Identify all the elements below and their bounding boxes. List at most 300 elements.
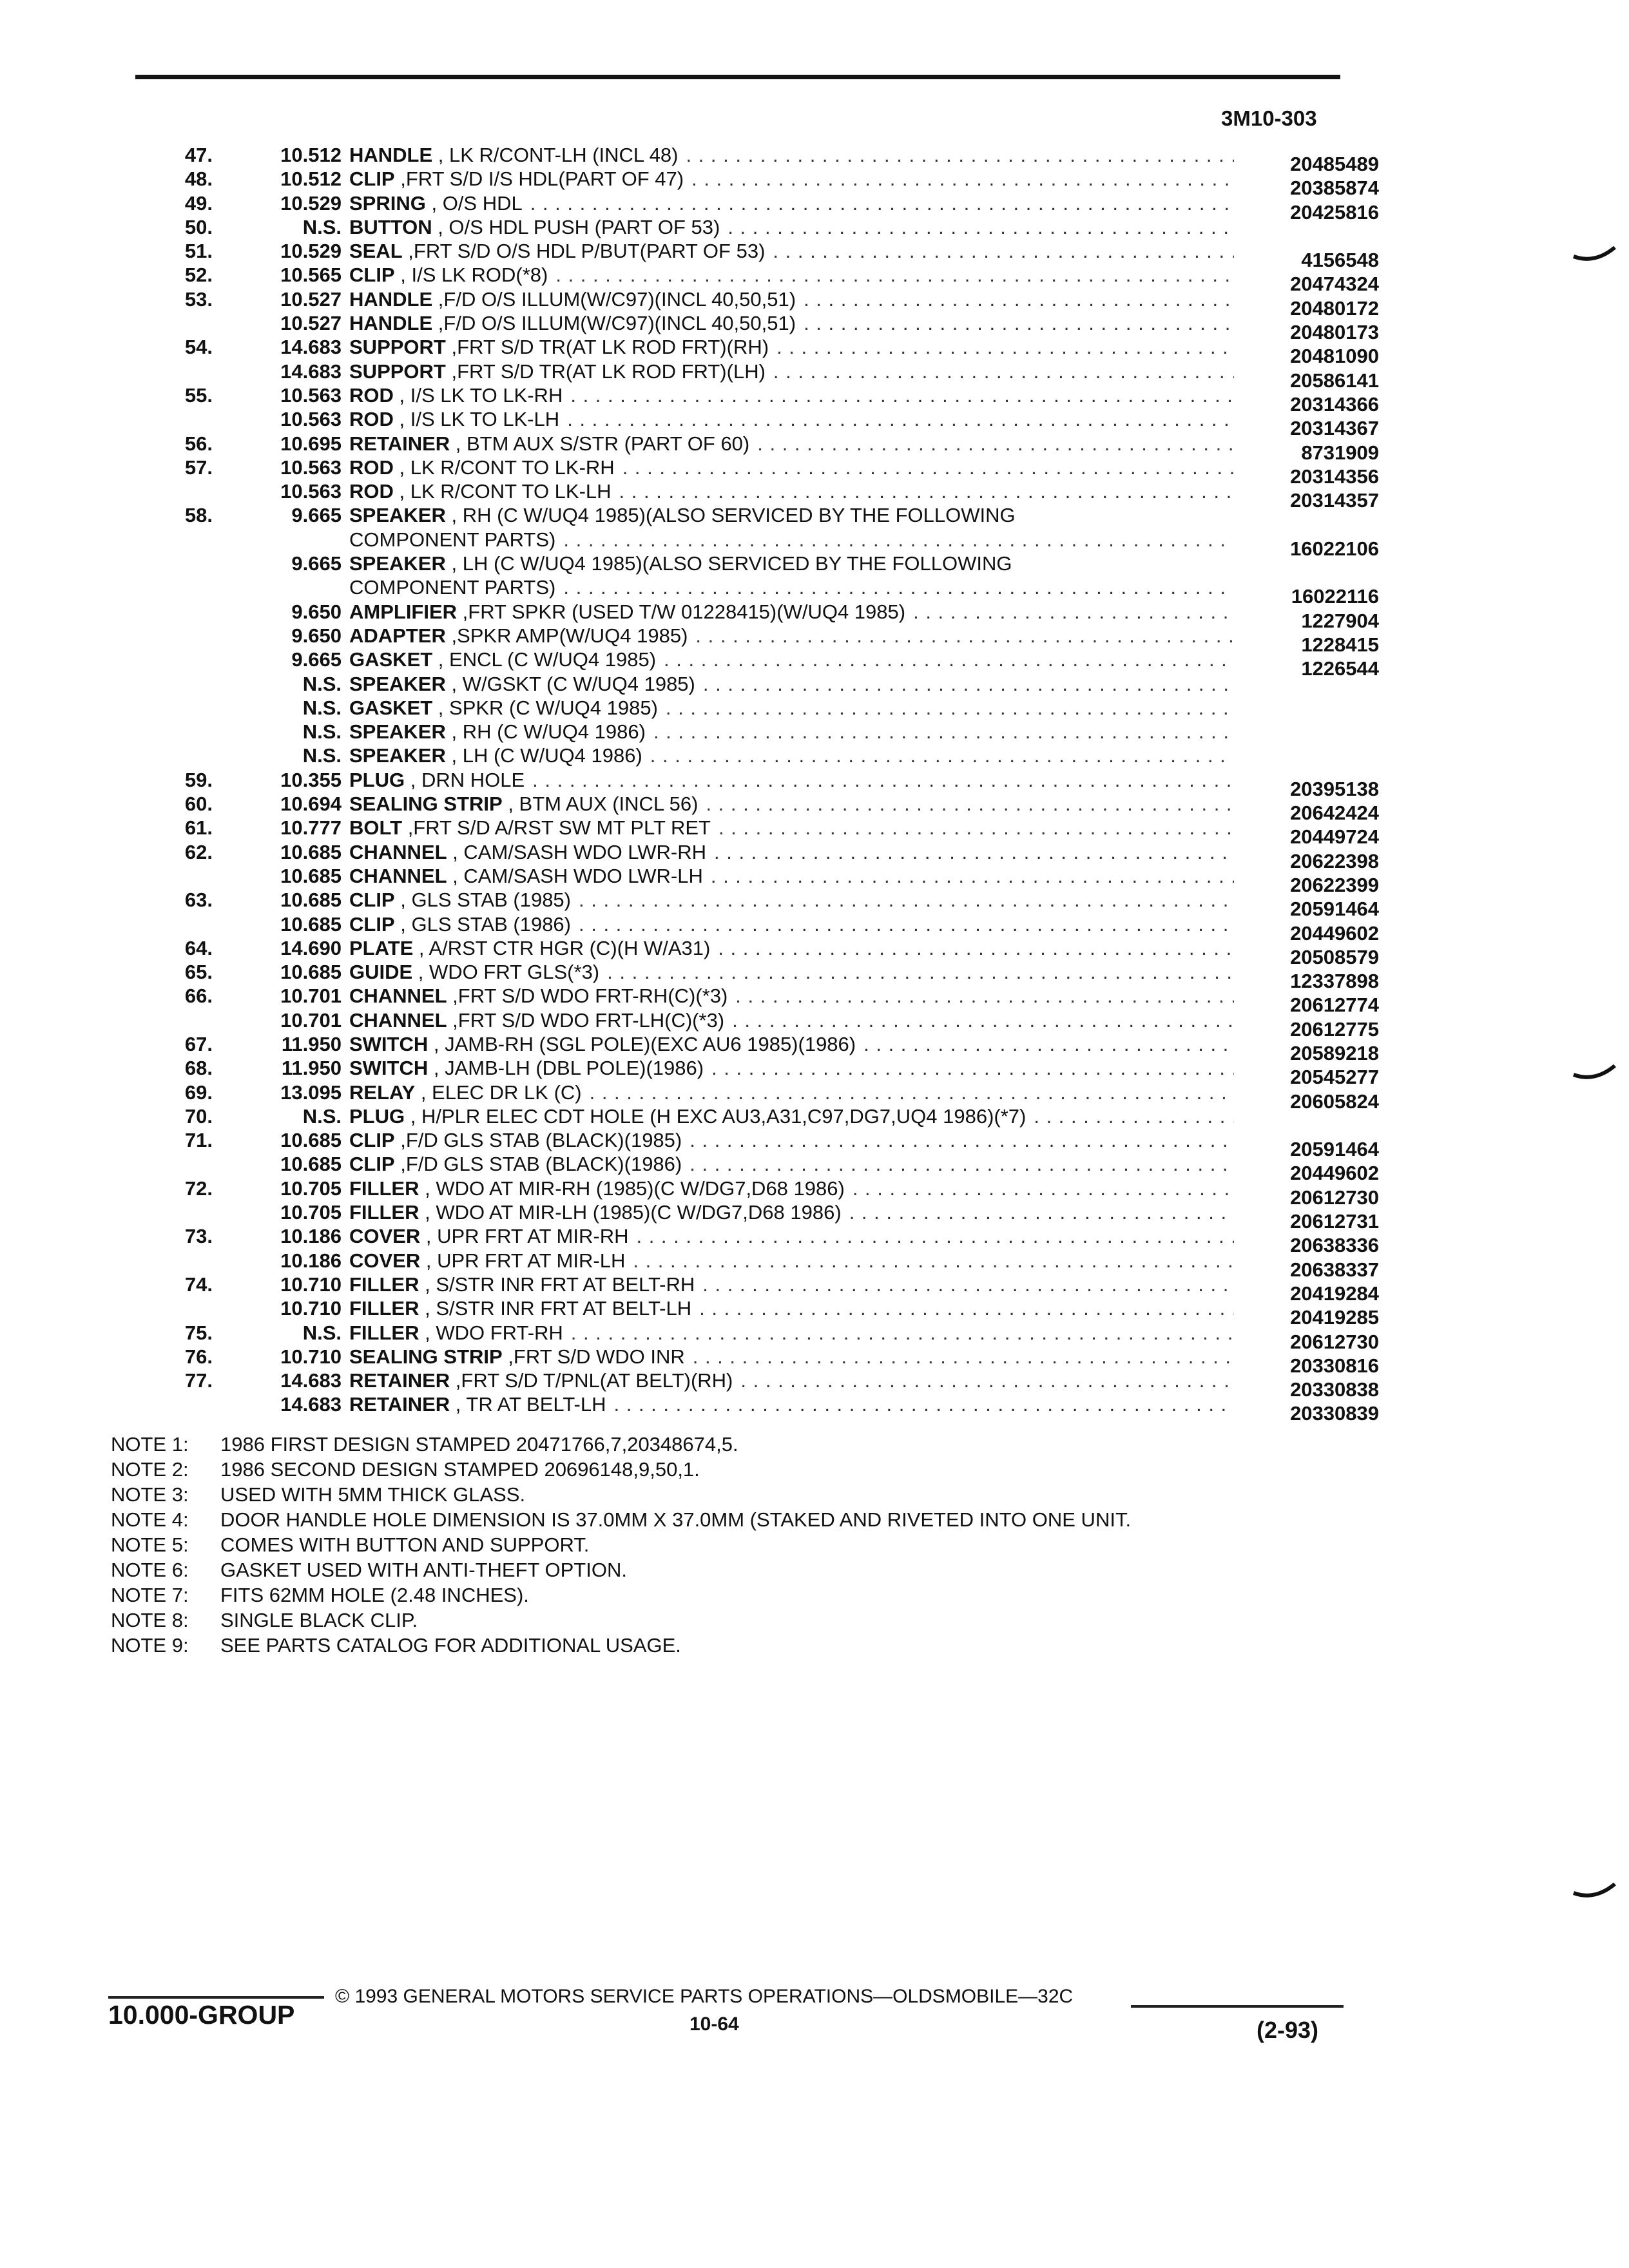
ref-number: 71. (184, 1129, 213, 1152)
part-number: 12337898 (1290, 970, 1379, 993)
part-row (103, 1392, 1379, 1425)
ref-number: 75. (184, 1321, 213, 1344)
note-text: USED WITH 5MM THICK GLASS. (220, 1483, 526, 1506)
description (349, 768, 1234, 792)
part-name: HANDLE (349, 287, 433, 311)
part-row (103, 1032, 1379, 1064)
description (349, 1200, 1234, 1224)
part-name: SPEAKER (349, 720, 446, 744)
group-number: 14.683 (280, 360, 342, 383)
part-detail: , ENCL (C W/UQ4 1985) (432, 648, 657, 671)
part-row (103, 167, 1379, 200)
part-name: ROD (349, 408, 394, 431)
dot-leader (628, 1224, 1234, 1248)
dot-leader (1026, 1104, 1234, 1128)
part-name: PLUG (349, 768, 405, 791)
description (349, 912, 1234, 936)
dot-leader (695, 672, 1234, 696)
part-detail: ,FRT S/D WDO INR (502, 1345, 685, 1368)
part-number: 20508579 (1290, 945, 1379, 968)
part-detail: , CAM/SASH WDO LWR-RH (447, 840, 706, 863)
description (349, 311, 1234, 335)
part-detail: , LH (C W/UQ4 1986) (445, 744, 642, 767)
dot-leader (599, 960, 1234, 984)
part-number: 16022116 (1291, 585, 1379, 608)
note-line (111, 1608, 1400, 1633)
note-line (111, 1532, 1400, 1557)
dot-leader (842, 1200, 1234, 1224)
group-number: 14.683 (280, 1393, 342, 1416)
part-detail: , LK R/CONT TO LK-RH (393, 456, 615, 479)
part-row (103, 552, 1379, 575)
group-number: 10.710 (280, 1345, 342, 1368)
part-name: SPEAKER (349, 744, 446, 767)
description (349, 936, 1234, 960)
group-number: 10.512 (280, 168, 342, 191)
dot-leader (684, 167, 1234, 191)
part-detail: ,F/D GLS STAB (BLACK)(1986) (394, 1153, 682, 1176)
description (349, 792, 1234, 816)
group-number: 10.685 (280, 912, 342, 936)
note-label: NOTE 2: (111, 1458, 189, 1481)
part-detail: , ELEC DR LK (C) (415, 1081, 582, 1104)
part-number: 20612774 (1290, 994, 1379, 1017)
note-label: NOTE 3: (111, 1483, 189, 1506)
part-row (103, 672, 1379, 696)
ref-number: 74. (184, 1273, 213, 1296)
group-number: N.S. (302, 672, 342, 695)
description (349, 1056, 1234, 1080)
ref-number: 50. (184, 215, 213, 238)
part-detail: ,FRT S/D WDO FRT-LH(C)(*3) (447, 1008, 725, 1032)
note-label: NOTE 7: (111, 1584, 189, 1606)
part-name: COVER (349, 1249, 421, 1272)
part-detail: ,FRT S/D O/S HDL P/BUT(PART OF 53) (402, 240, 766, 263)
group-number: 10.685 (280, 1153, 342, 1176)
part-detail: , WDO FRT-RH (419, 1321, 563, 1344)
part-detail: , BTM AUX (INCL 56) (502, 793, 699, 816)
part-number: 8731909 (1301, 441, 1379, 464)
part-number: 1226544 (1301, 657, 1379, 680)
part-row (103, 624, 1379, 656)
part-name: FILLER (349, 1201, 419, 1224)
part-name: ROD (349, 456, 394, 479)
dot-leader (766, 360, 1234, 383)
ref-number: 48. (184, 168, 213, 191)
part-row (103, 984, 1379, 1017)
dot-leader (582, 1081, 1234, 1104)
dot-leader (749, 432, 1234, 456)
group-number: 10.694 (280, 793, 342, 816)
group-number: 10.186 (280, 1249, 342, 1272)
part-number: 16022106 (1290, 537, 1379, 560)
group-number: 11.950 (281, 1057, 342, 1080)
group-number: 10.710 (280, 1297, 342, 1320)
part-detail: ,FRT SPKR (USED T/W 01228415)(W/UQ4 1985) (457, 600, 906, 623)
part-name: RETAINER (349, 1393, 450, 1416)
dot-leader (563, 383, 1234, 407)
description (349, 1345, 1234, 1369)
note-text: 1986 FIRST DESIGN STAMPED 20471766,7,20348674,5. (220, 1433, 738, 1456)
group-number: 10.563 (280, 480, 342, 503)
part-name: CLIP (349, 889, 395, 912)
dot-leader (706, 840, 1234, 864)
part-detail: , O/S HDL (425, 191, 523, 215)
group-number: 10.685 (280, 889, 342, 912)
part-detail: , S/STR INR FRT AT BELT-LH (419, 1297, 692, 1320)
ref-number: 63. (184, 889, 213, 912)
part-detail: ,FRT S/D I/S HDL(PART OF 47) (394, 168, 684, 191)
note-line (111, 1582, 1400, 1608)
description (349, 696, 1234, 720)
part-row (103, 432, 1379, 464)
part-number: 20314357 (1290, 489, 1379, 512)
description (349, 552, 1234, 575)
part-name: CHANNEL (349, 1008, 447, 1032)
part-detail: ,FRT S/D TR(AT LK ROD FRT)(LH) (445, 360, 766, 383)
description (349, 191, 1234, 215)
note-label: NOTE 6: (111, 1559, 189, 1581)
part-number: 20638336 (1290, 1234, 1379, 1257)
part-name: SUPPORT (349, 360, 446, 383)
part-name: SWITCH (349, 1032, 429, 1055)
part-name: SEAL (349, 240, 403, 263)
group-number: 10.563 (280, 408, 342, 431)
part-detail: COMPONENT PARTS) (349, 576, 556, 599)
part-name: SEALING STRIP (349, 1345, 503, 1368)
binding-mark-icon (1572, 245, 1617, 264)
dot-leader (606, 1392, 1235, 1416)
group-number: N.S. (302, 1321, 342, 1344)
description (349, 456, 1234, 479)
part-row (103, 912, 1379, 945)
ref-number: 67. (184, 1032, 213, 1055)
group-number: 9.665 (291, 552, 342, 575)
group-number: 9.650 (291, 600, 342, 623)
ref-number: 53. (184, 287, 213, 311)
description (349, 1224, 1234, 1248)
dot-leader (856, 1032, 1234, 1056)
footer-rule-right (1131, 2005, 1344, 2008)
description (349, 816, 1234, 840)
description (349, 1296, 1234, 1320)
part-number: 20314356 (1290, 465, 1379, 488)
part-name: CLIP (349, 912, 395, 936)
group-number: 10.710 (280, 1273, 342, 1296)
part-detail: , S/STR INR FRT AT BELT-RH (419, 1273, 695, 1296)
note-line (111, 1633, 1400, 1658)
footer-copyright: © 1993 GENERAL MOTORS SERVICE PARTS OPERATIONS—OLDSMOBILE—32C (335, 1986, 1074, 2007)
group-number: N.S. (302, 696, 342, 719)
part-row (103, 360, 1379, 392)
parts-list (103, 143, 1379, 1425)
description (349, 1081, 1234, 1104)
part-detail: , SPKR (C W/UQ4 1985) (432, 696, 658, 719)
part-name: BOLT (349, 816, 403, 840)
description (349, 1032, 1234, 1056)
part-row (103, 1321, 1379, 1353)
part-detail: , H/PLR ELEC CDT HOLE (H EXC AU3,A31,C97,DG7,UQ4 1986)(*7) (405, 1104, 1027, 1128)
part-number: 20612730 (1290, 1186, 1379, 1209)
part-row (103, 503, 1379, 527)
part-row (103, 1081, 1379, 1113)
dot-leader (625, 1249, 1234, 1273)
group-number: 10.563 (280, 456, 342, 479)
part-name: CHANNEL (349, 864, 447, 887)
dot-leader (642, 744, 1234, 767)
part-name: CLIP (349, 1129, 395, 1152)
ref-number: 47. (184, 144, 213, 166)
part-number: 1228415 (1301, 633, 1379, 656)
part-number: 20480172 (1290, 296, 1379, 320)
note-line (111, 1557, 1400, 1582)
ref-number: 62. (184, 840, 213, 863)
part-number: 20385874 (1290, 177, 1379, 200)
part-number: 20395138 (1290, 777, 1379, 800)
dot-leader (796, 311, 1234, 335)
notes-section (111, 1432, 1400, 1658)
part-detail: , UPR FRT AT MIR-RH (420, 1225, 629, 1248)
part-number: 20425816 (1290, 200, 1379, 224)
ref-number: 55. (184, 383, 213, 407)
part-detail: , LK R/CONT TO LK-LH (393, 480, 612, 503)
part-name: SEALING STRIP (349, 793, 503, 816)
group-number: 10.777 (280, 816, 342, 840)
description (349, 1008, 1234, 1032)
dot-leader (685, 1345, 1234, 1369)
description (349, 600, 1234, 624)
part-name: FILLER (349, 1177, 419, 1200)
description (349, 432, 1234, 456)
part-row (103, 215, 1379, 239)
part-name: GASKET (349, 648, 433, 671)
dot-leader (695, 1273, 1234, 1296)
part-detail: , CAM/SASH WDO LWR-LH (447, 864, 703, 887)
part-row (103, 407, 1379, 440)
part-name: ROD (349, 383, 394, 407)
part-name: COVER (349, 1225, 421, 1248)
group-number: 9.650 (291, 624, 342, 647)
part-row (103, 456, 1379, 488)
dot-leader (733, 1369, 1234, 1392)
dot-leader (646, 720, 1234, 744)
part-detail: , LH (C W/UQ4 1985)(ALSO SERVICED BY THE FOLLOWING (445, 552, 1012, 575)
description (349, 143, 1234, 167)
description (349, 1177, 1234, 1200)
part-row (103, 1104, 1379, 1128)
note-text: COMES WITH BUTTON AND SUPPORT. (220, 1533, 590, 1556)
dot-leader (704, 1056, 1234, 1080)
part-name: BUTTON (349, 215, 432, 238)
description (349, 744, 1234, 767)
note-label: NOTE 4: (111, 1508, 189, 1531)
group-number: N.S. (302, 720, 342, 744)
group-number: 10.685 (280, 1129, 342, 1152)
part-name: SWITCH (349, 1057, 429, 1080)
part-row (103, 696, 1379, 720)
note-line (111, 1482, 1400, 1507)
part-detail: , BTM AUX S/STR (PART OF 60) (450, 432, 750, 455)
part-number: 20419284 (1290, 1282, 1379, 1305)
description (349, 1152, 1234, 1176)
part-number: 20314367 (1290, 417, 1379, 440)
part-detail: , A/RST CTR HGR (C)(H W/A31) (413, 936, 711, 959)
part-row (103, 335, 1379, 368)
group-number: N.S. (302, 744, 342, 767)
dot-leader (796, 287, 1234, 311)
group-number: N.S. (302, 215, 342, 238)
description (349, 215, 1234, 239)
description (349, 840, 1234, 864)
part-detail: , GLS STAB (1986) (394, 912, 571, 936)
part-name: GUIDE (349, 961, 413, 984)
group-number: 13.095 (280, 1081, 342, 1104)
part-number: 20642424 (1290, 802, 1379, 825)
part-detail: , I/S LK TO LK-RH (393, 383, 563, 407)
part-number: 20612775 (1290, 1017, 1379, 1041)
group-number: 10.685 (280, 840, 342, 863)
part-row (103, 936, 1379, 968)
part-row (103, 1152, 1379, 1185)
binding-mark-icon (1572, 1063, 1617, 1082)
ref-number: 61. (184, 816, 213, 840)
dot-leader (559, 407, 1234, 431)
part-row (103, 1345, 1379, 1377)
description (349, 1128, 1234, 1152)
part-detail: , WDO FRT GLS(*3) (412, 961, 600, 984)
dot-leader (728, 984, 1234, 1008)
dot-leader (525, 768, 1234, 792)
part-number: 20638337 (1290, 1258, 1379, 1281)
part-number: 20330816 (1290, 1354, 1379, 1377)
description (349, 1392, 1234, 1416)
group-number: 10.705 (280, 1201, 342, 1224)
part-number: 20589218 (1290, 1041, 1379, 1064)
ref-number: 65. (184, 961, 213, 984)
group-number: 14.683 (280, 336, 342, 359)
dot-leader (769, 335, 1234, 359)
part-row (103, 816, 1379, 849)
part-row (103, 768, 1379, 800)
part-row (103, 239, 1379, 272)
part-row (103, 792, 1379, 825)
ref-number: 77. (184, 1369, 213, 1392)
part-name: AMPLIFIER (349, 600, 458, 623)
group-number: 10.527 (280, 312, 342, 335)
part-name: RELAY (349, 1081, 416, 1104)
part-detail: , I/S LK ROD(*8) (394, 264, 548, 287)
part-number: 20449724 (1290, 825, 1379, 849)
part-row (103, 575, 1379, 608)
part-detail: ,FRT S/D A/RST SW MT PLT RET (402, 816, 711, 840)
dot-leader (523, 191, 1234, 215)
description (349, 335, 1234, 359)
part-name: ROD (349, 480, 394, 503)
dot-leader (765, 239, 1234, 263)
part-detail: , GLS STAB (1985) (394, 889, 571, 912)
part-name: RETAINER (349, 1369, 450, 1392)
part-row (103, 960, 1379, 993)
note-text: SINGLE BLACK CLIP. (220, 1609, 418, 1631)
note-line (111, 1507, 1400, 1532)
description (349, 1321, 1234, 1345)
part-number: 1227904 (1301, 609, 1379, 632)
ref-number: 66. (184, 985, 213, 1008)
part-number: 20314366 (1290, 392, 1379, 416)
group-number: 10.527 (280, 287, 342, 311)
part-number: 20586141 (1290, 369, 1379, 392)
dot-leader (710, 936, 1234, 960)
part-number: 20622398 (1290, 849, 1379, 872)
ref-number: 49. (184, 191, 213, 215)
part-detail: , RH (C W/UQ4 1985)(ALSO SERVICED BY THE FOLLOWING (445, 504, 1016, 527)
part-number: 20591464 (1290, 898, 1379, 921)
part-number: 20605824 (1290, 1090, 1379, 1113)
description (349, 984, 1234, 1008)
part-row (103, 1200, 1379, 1233)
ref-number: 68. (184, 1057, 213, 1080)
part-number: 20612730 (1290, 1330, 1379, 1353)
part-row (103, 383, 1379, 416)
group-number: 10.186 (280, 1225, 342, 1248)
part-row (103, 1369, 1379, 1401)
description (349, 383, 1234, 407)
description (349, 263, 1234, 287)
part-row (103, 864, 1379, 896)
description (349, 239, 1234, 263)
description (349, 287, 1234, 311)
ref-number: 69. (184, 1081, 213, 1104)
description (349, 1104, 1234, 1128)
group-number: 10.685 (280, 864, 342, 887)
part-name: CHANNEL (349, 985, 447, 1008)
group-number: 11.950 (281, 1032, 342, 1055)
part-detail: ,FRT S/D WDO FRT-RH(C)(*3) (447, 985, 728, 1008)
dot-leader (682, 1152, 1234, 1176)
note-line (111, 1432, 1400, 1457)
part-detail: , TR AT BELT-LH (450, 1393, 606, 1416)
part-row (103, 1224, 1379, 1257)
ref-number: 76. (184, 1345, 213, 1368)
dot-leader (845, 1177, 1234, 1200)
footer-rule-left (108, 1996, 324, 1999)
part-number: 20481090 (1290, 345, 1379, 368)
description (349, 672, 1234, 696)
dot-leader (682, 1128, 1234, 1152)
part-detail: ,FRT S/D TR(AT LK ROD FRT)(RH) (445, 336, 769, 359)
note-label: NOTE 9: (111, 1634, 189, 1657)
part-detail: , DRN HOLE (405, 768, 525, 791)
part-row (103, 263, 1379, 296)
part-name: HANDLE (349, 312, 433, 335)
part-number: 20591464 (1290, 1138, 1379, 1161)
part-detail: ,F/D O/S ILLUM(W/C97)(INCL 40,50,51) (432, 287, 796, 311)
dot-leader (724, 1008, 1234, 1032)
description (349, 1273, 1234, 1296)
part-number: 20449602 (1290, 1162, 1379, 1185)
ref-number: 51. (184, 240, 213, 263)
part-number: 20485489 (1290, 153, 1379, 175)
part-row (103, 287, 1379, 320)
part-row (103, 1296, 1379, 1329)
part-detail: , LK R/CONT-LH (INCL 48) (432, 144, 679, 166)
part-number: 20330839 (1290, 1402, 1379, 1425)
part-detail: , I/S LK TO LK-LH (393, 408, 560, 431)
dot-leader (656, 648, 1234, 671)
description (349, 503, 1234, 527)
part-detail: ,FRT S/D T/PNL(AT BELT)(RH) (450, 1369, 733, 1392)
part-name: SPEAKER (349, 672, 446, 695)
